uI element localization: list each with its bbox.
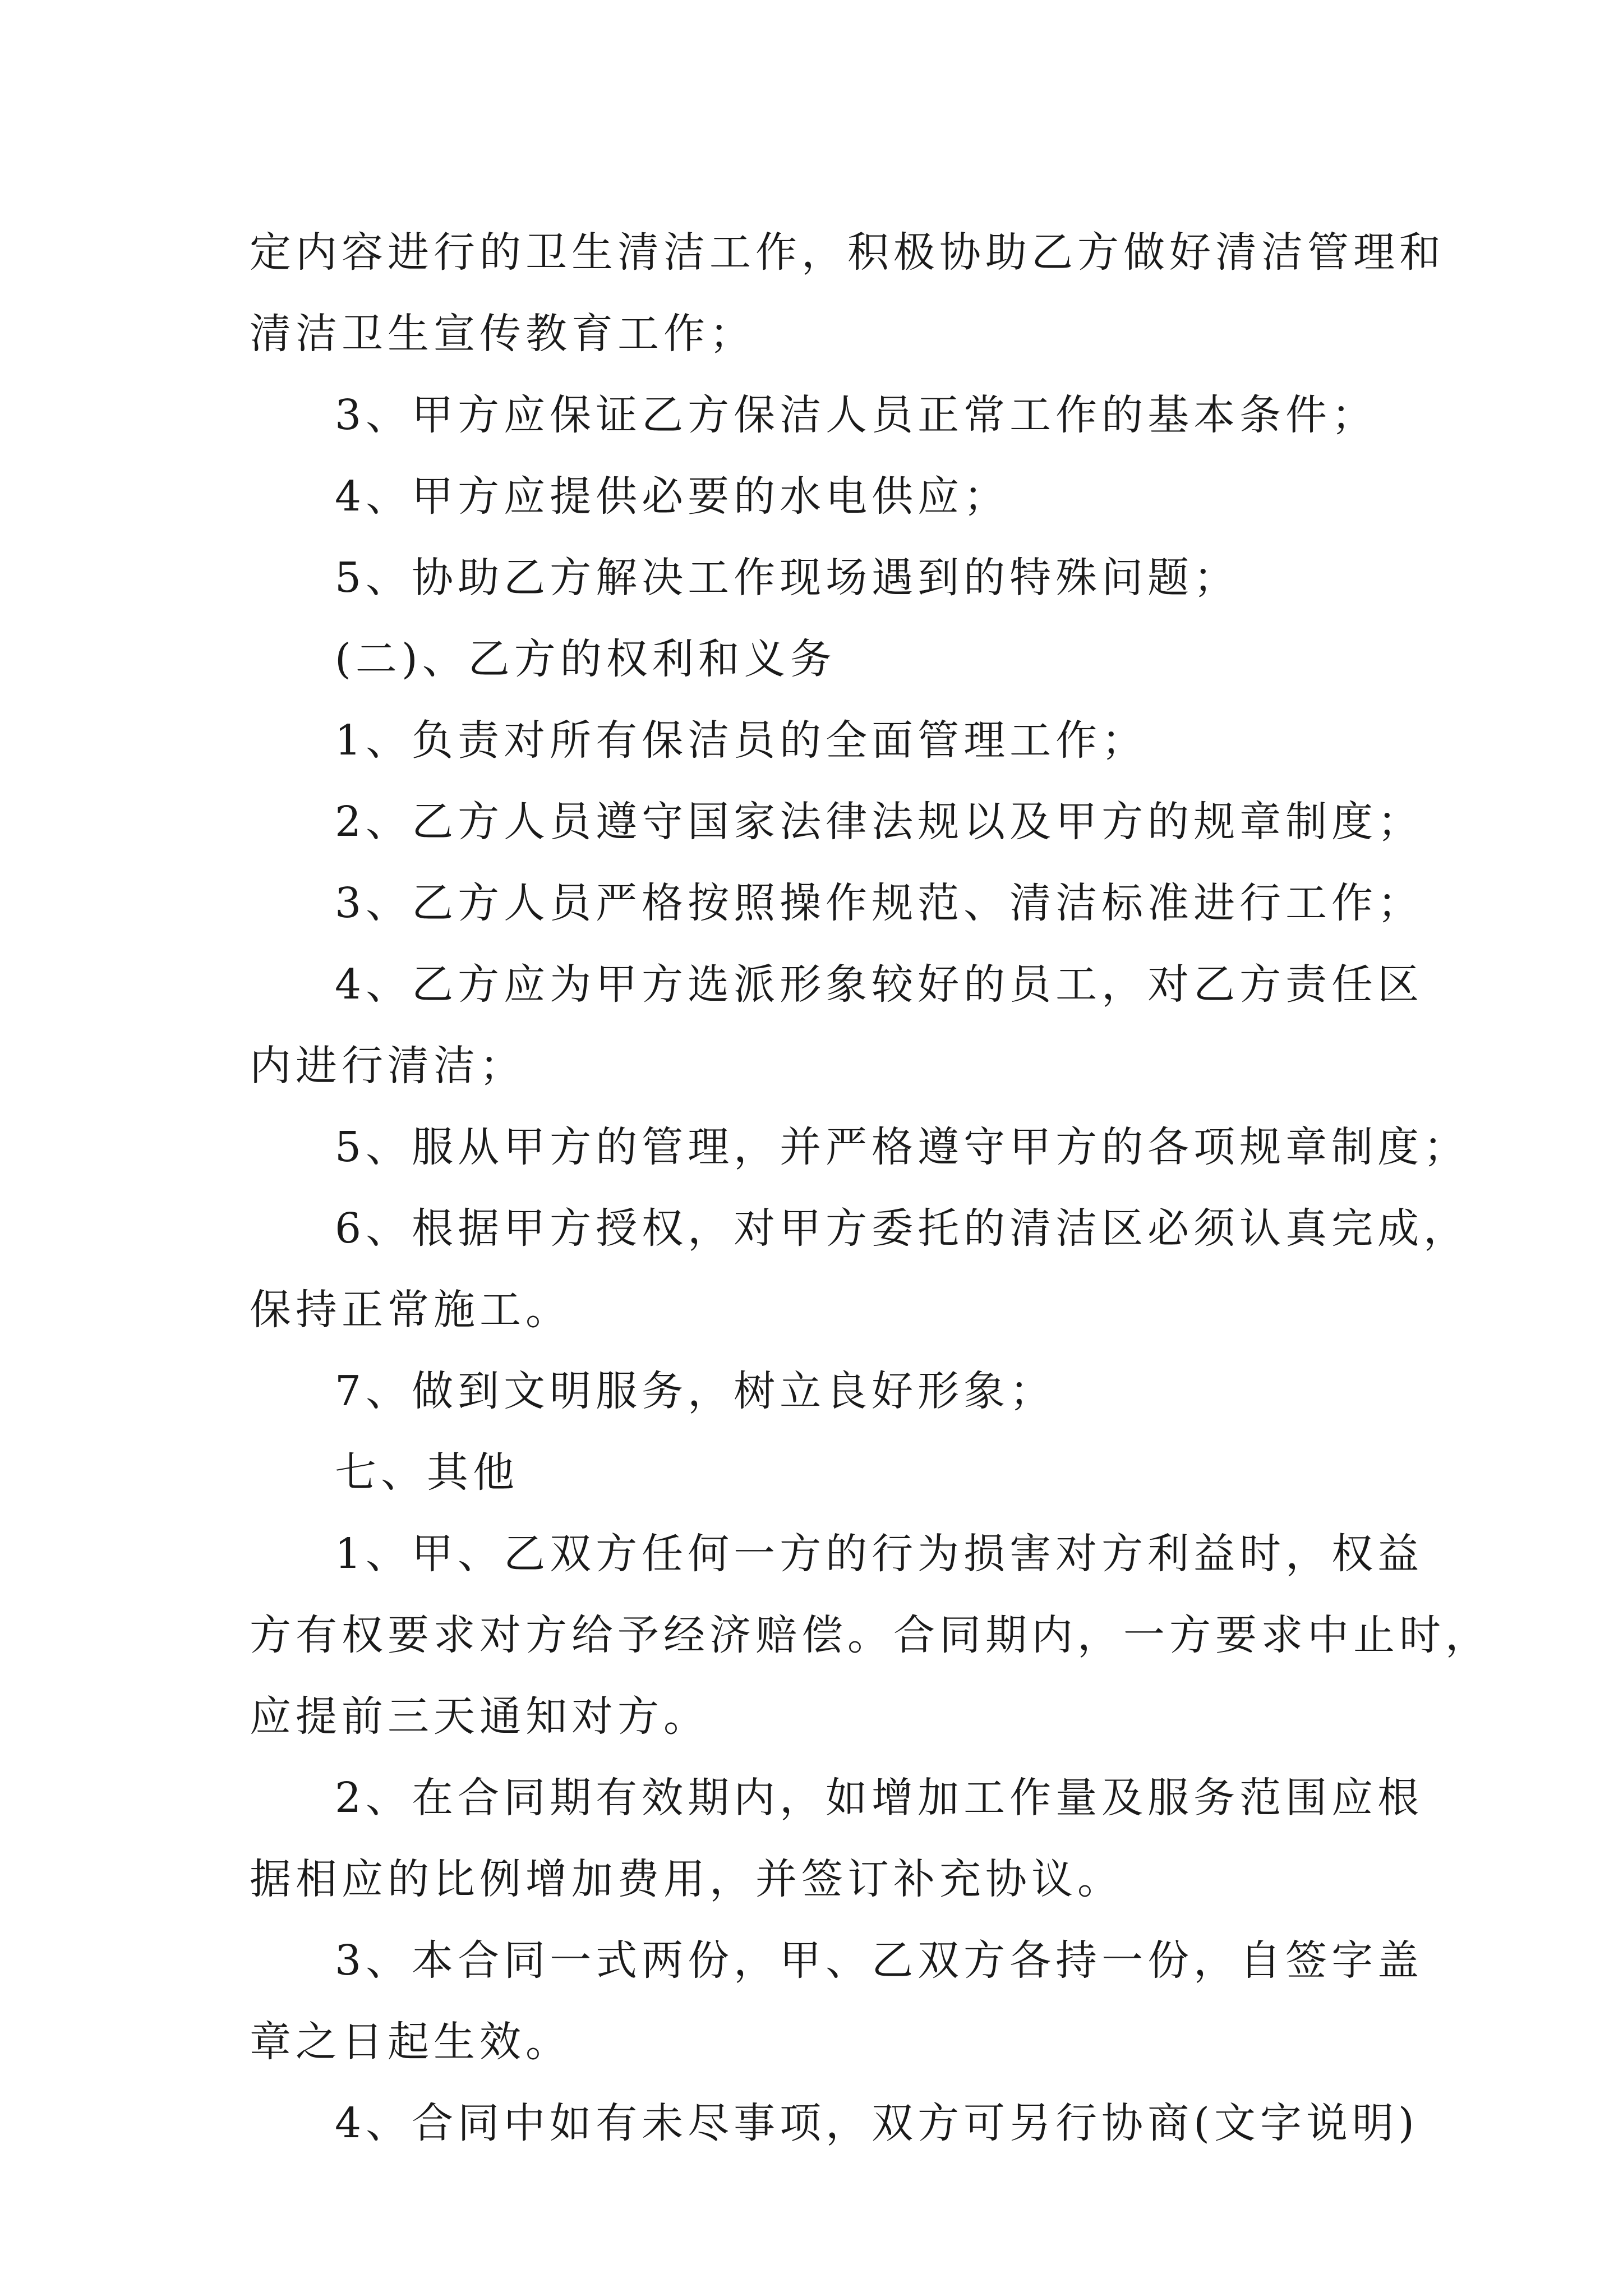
text-line: 方有权要求对方给予经济赔偿。合同期内，一方要求中止时， (250, 1611, 1491, 1659)
text-line: 1、甲、乙双方任何一方的行为损害对方利益时，权益 (335, 1530, 1424, 1578)
text-line: 4、甲方应提供必要的水电供应； (335, 472, 1010, 521)
text-line: 应提前三天通知对方。 (250, 1692, 709, 1741)
text-line: 4、乙方应为甲方选派形象较好的员工，对乙方责任区 (335, 960, 1424, 1009)
text-line: 1、负责对所有保洁员的全面管理工作； (335, 716, 1148, 765)
text-line: 保持正常施工。 (250, 1286, 571, 1334)
text-line: 2、乙方人员遵守国家法律法规以及甲方的规章制度； (335, 798, 1424, 846)
text-line: 6、根据甲方授权，对甲方委托的清洁区必须认真完成， (335, 1204, 1470, 1253)
text-line: 章之日起生效。 (250, 2018, 571, 2066)
text-line: 定内容进行的卫生清洁工作，积极协助乙方做好清洁管理和 (250, 228, 1445, 277)
text-line: 7、做到文明服务，树立良好形象； (335, 1367, 1056, 1415)
text-line: 5、协助乙方解决工作现场遇到的特殊问题； (335, 554, 1240, 602)
text-line: 4、合同中如有未尽事项，双方可另行协商(文字说明) (335, 2099, 1419, 2147)
text-line: 5、服从甲方的管理，并严格遵守甲方的各项规章制度； (335, 1123, 1470, 1171)
text-line: 据相应的比例增加费用，并签订补充协议。 (250, 1855, 1123, 1903)
text-line: 2、在合同期有效期内，如增加工作量及服务范围应根 (335, 1774, 1424, 1822)
document-body (250, 212, 1491, 2164)
text-line: 内进行清洁； (250, 1042, 525, 1090)
text-line: 3、乙方人员严格按照操作规范、清洁标准进行工作； (335, 879, 1424, 927)
text-line: 3、甲方应保证乙方保洁人员正常工作的基本条件； (335, 391, 1378, 439)
section-heading: (二)、乙方的权利和义务 (335, 635, 836, 683)
section-heading: 七、其他 (335, 1448, 519, 1497)
text-line: 清洁卫生宣传教育工作； (250, 310, 755, 358)
text-line: 3、本合同一式两份，甲、乙双方各持一份，自签字盖 (335, 1936, 1424, 1985)
